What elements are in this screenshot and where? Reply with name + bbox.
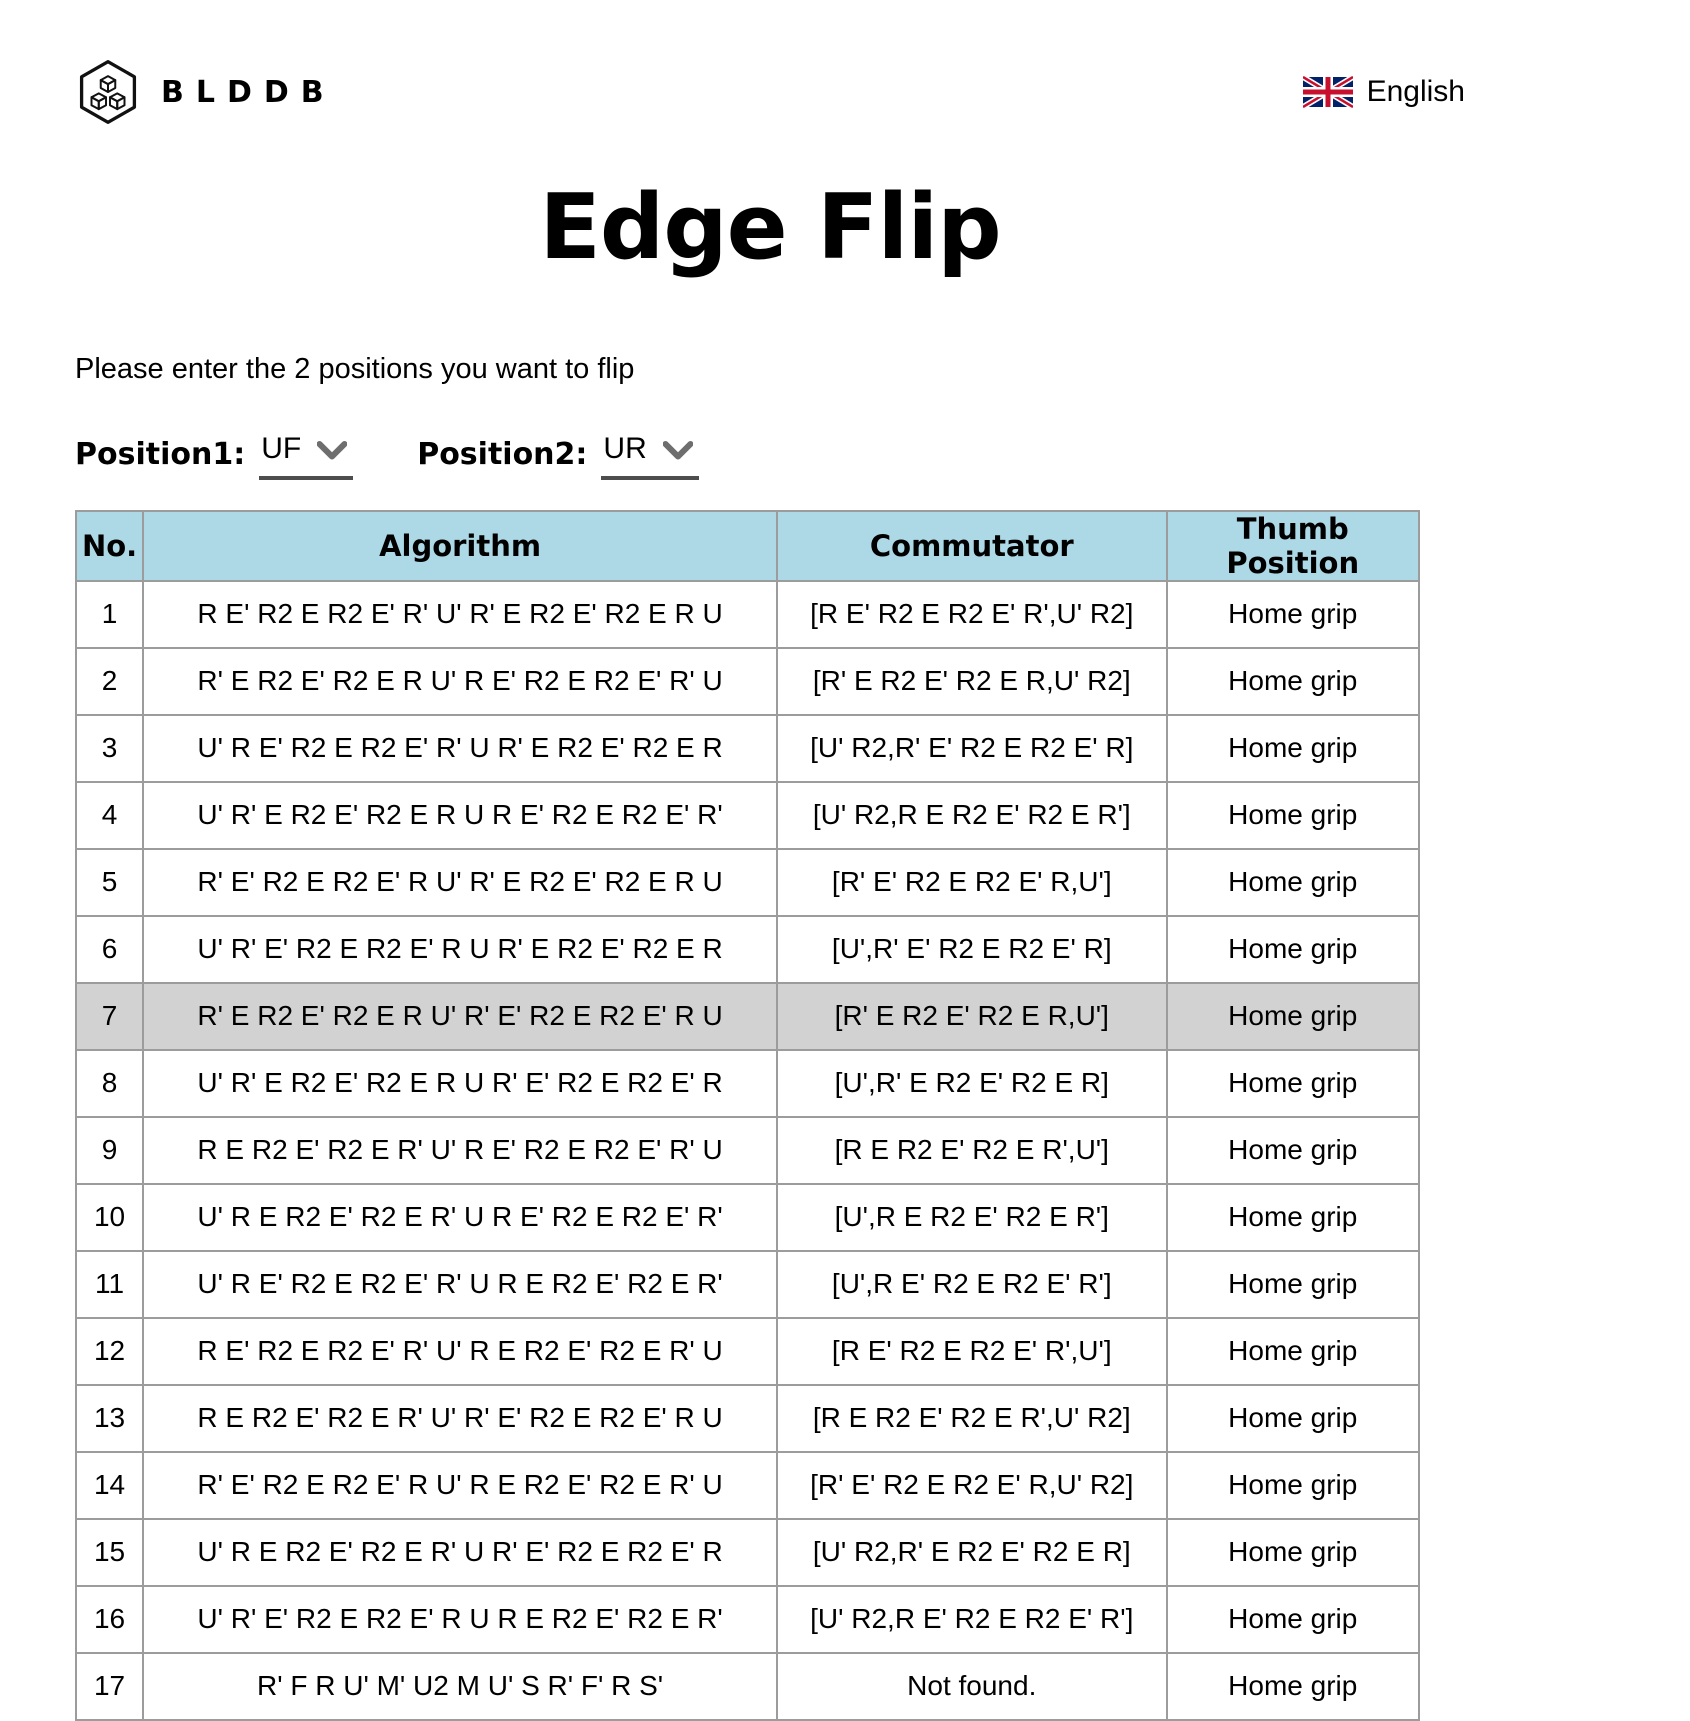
commutator-cell: [U',R E' R2 E R2 E' R']	[777, 1251, 1166, 1318]
table-row[interactable]	[76, 715, 1419, 782]
position1-label: Position1:	[75, 437, 246, 473]
column-header: No.	[76, 511, 143, 581]
commutator-cell: [R' E' R2 E R2 E' R,U']	[777, 849, 1166, 916]
commutator-cell: [U' R2,R E' R2 E R2 E' R']	[777, 1586, 1166, 1653]
thumb-position-cell: Home grip	[1167, 648, 1420, 715]
algorithm-cell: R E' R2 E R2 E' R' U' R' E R2 E' R2 E R U	[143, 581, 777, 648]
position2-select[interactable]	[601, 430, 698, 480]
algorithm-cell: U' R E R2 E' R2 E R' U R E' R2 E R2 E' R'	[143, 1184, 777, 1251]
row-number: 17	[76, 1653, 143, 1720]
table-row[interactable]	[76, 782, 1419, 849]
commutator-cell: [R E R2 E' R2 E R',U' R2]	[777, 1385, 1166, 1452]
algorithm-cell: R' E R2 E' R2 E R U' R' E' R2 E R2 E' R U	[143, 983, 777, 1050]
algorithm-table	[75, 510, 1420, 1721]
language-label: English	[1366, 75, 1465, 108]
table-row[interactable]	[76, 983, 1419, 1050]
brand-home-link[interactable]	[75, 57, 336, 127]
table-row[interactable]	[76, 1184, 1419, 1251]
commutator-cell: [R' E R2 E' R2 E R,U' R2]	[777, 648, 1166, 715]
algorithm-cell: U' R' E' R2 E R2 E' R U R E R2 E' R2 E R'	[143, 1586, 777, 1653]
page	[75, 0, 1465, 1721]
commutator-cell: [U',R' E' R2 E R2 E' R]	[777, 916, 1166, 983]
thumb-position-cell: Home grip	[1167, 1251, 1420, 1318]
algorithm-cell: R' E' R2 E R2 E' R U' R E R2 E' R2 E R' U	[143, 1452, 777, 1519]
column-header: Commutator	[777, 511, 1166, 581]
table-row[interactable]	[76, 1519, 1419, 1586]
algorithm-cell: R E' R2 E R2 E' R' U' R E R2 E' R2 E R' U	[143, 1318, 777, 1385]
thumb-position-cell: Home grip	[1167, 1117, 1420, 1184]
brand-name: BLDDB	[161, 74, 336, 110]
uk-flag-icon	[1303, 76, 1353, 108]
algorithm-cell: R E R2 E' R2 E R' U' R E' R2 E R2 E' R' U	[143, 1117, 777, 1184]
top-bar	[75, 56, 1465, 128]
algorithm-cell: U' R E' R2 E R2 E' R' U R' E R2 E' R2 E R	[143, 715, 777, 782]
column-header: Thumb Position	[1167, 511, 1420, 581]
thumb-position-cell: Home grip	[1167, 1318, 1420, 1385]
position1-value: UF	[261, 431, 302, 465]
row-number: 8	[76, 1050, 143, 1117]
commutator-cell: [R' E R2 E' R2 E R,U']	[777, 983, 1166, 1050]
algorithm-table-body	[76, 581, 1419, 1720]
table-header-row	[76, 511, 1419, 581]
thumb-position-cell: Home grip	[1167, 1519, 1420, 1586]
algorithm-cell: R' E' R2 E R2 E' R U' R' E R2 E' R2 E R U	[143, 849, 777, 916]
table-row[interactable]	[76, 849, 1419, 916]
commutator-cell: Not found.	[777, 1653, 1166, 1720]
algorithm-cell: U' R E' R2 E R2 E' R' U R E R2 E' R2 E R'	[143, 1251, 777, 1318]
row-number: 12	[76, 1318, 143, 1385]
commutator-cell: [U' R2,R' E' R2 E R2 E' R]	[777, 715, 1166, 782]
thumb-position-cell: Home grip	[1167, 849, 1420, 916]
commutator-cell: [R E' R2 E R2 E' R',U']	[777, 1318, 1166, 1385]
table-row[interactable]	[76, 1452, 1419, 1519]
thumb-position-cell: Home grip	[1167, 1050, 1420, 1117]
column-header: Algorithm	[143, 511, 777, 581]
row-number: 3	[76, 715, 143, 782]
thumb-position-cell: Home grip	[1167, 916, 1420, 983]
thumb-position-cell: Home grip	[1167, 1385, 1420, 1452]
position1-selector	[75, 430, 353, 480]
thumb-position-cell: Home grip	[1167, 1452, 1420, 1519]
thumb-position-cell: Home grip	[1167, 581, 1420, 648]
commutator-cell: [U',R' E R2 E' R2 E R]	[777, 1050, 1166, 1117]
chevron-down-icon	[317, 441, 347, 461]
row-number: 2	[76, 648, 143, 715]
row-number: 6	[76, 916, 143, 983]
algorithm-cell: U' R' E' R2 E R2 E' R U R' E R2 E' R2 E R	[143, 916, 777, 983]
table-row[interactable]	[76, 1318, 1419, 1385]
page-title: Edge Flip	[539, 175, 1001, 280]
algorithm-cell: U' R' E R2 E' R2 E R U R E' R2 E R2 E' R'	[143, 782, 777, 849]
algorithm-cell: U' R' E R2 E' R2 E R U R' E' R2 E R2 E' R	[143, 1050, 777, 1117]
thumb-position-cell: Home grip	[1167, 715, 1420, 782]
row-number: 13	[76, 1385, 143, 1452]
thumb-position-cell: Home grip	[1167, 1184, 1420, 1251]
commutator-cell: [U' R2,R E R2 E' R2 E R']	[777, 782, 1166, 849]
blddb-logo-icon	[75, 57, 141, 127]
row-number: 5	[76, 849, 143, 916]
instruction-text: Please enter the 2 positions you want to flip	[75, 352, 635, 385]
commutator-cell: [U' R2,R' E R2 E' R2 E R]	[777, 1519, 1166, 1586]
table-row[interactable]	[76, 1050, 1419, 1117]
thumb-position-cell: Home grip	[1167, 983, 1420, 1050]
table-row[interactable]	[76, 1117, 1419, 1184]
table-row[interactable]	[76, 1251, 1419, 1318]
row-number: 16	[76, 1586, 143, 1653]
row-number: 9	[76, 1117, 143, 1184]
algorithm-cell: R' E R2 E' R2 E R U' R E' R2 E R2 E' R' U	[143, 648, 777, 715]
commutator-cell: [R' E' R2 E R2 E' R,U' R2]	[777, 1452, 1166, 1519]
position-selectors	[75, 430, 1465, 480]
table-row[interactable]	[76, 581, 1419, 648]
row-number: 1	[76, 581, 143, 648]
position1-select[interactable]	[259, 430, 353, 480]
table-row[interactable]	[76, 1653, 1419, 1720]
table-row[interactable]	[76, 1586, 1419, 1653]
table-row[interactable]	[76, 916, 1419, 983]
language-selector[interactable]	[1303, 75, 1465, 109]
row-number: 11	[76, 1251, 143, 1318]
position2-value: UR	[603, 431, 647, 465]
row-number: 10	[76, 1184, 143, 1251]
algorithm-cell: R' F R U' M' U2 M U' S R' F' R S'	[143, 1653, 777, 1720]
thumb-position-cell: Home grip	[1167, 1586, 1420, 1653]
chevron-down-icon	[663, 441, 693, 461]
position2-selector	[417, 430, 699, 480]
row-number: 14	[76, 1452, 143, 1519]
table-row[interactable]	[76, 1385, 1419, 1452]
algorithm-cell: R E R2 E' R2 E R' U' R' E' R2 E R2 E' R U	[143, 1385, 777, 1452]
row-number: 7	[76, 983, 143, 1050]
commutator-cell: [R E R2 E' R2 E R',U']	[777, 1117, 1166, 1184]
commutator-cell: [U',R E R2 E' R2 E R']	[777, 1184, 1166, 1251]
algorithm-cell: U' R E R2 E' R2 E R' U R' E' R2 E R2 E' R	[143, 1519, 777, 1586]
thumb-position-cell: Home grip	[1167, 782, 1420, 849]
thumb-position-cell: Home grip	[1167, 1653, 1420, 1720]
row-number: 15	[76, 1519, 143, 1586]
row-number: 4	[76, 782, 143, 849]
position2-label: Position2:	[417, 437, 588, 473]
table-row[interactable]	[76, 648, 1419, 715]
commutator-cell: [R E' R2 E R2 E' R',U' R2]	[777, 581, 1166, 648]
